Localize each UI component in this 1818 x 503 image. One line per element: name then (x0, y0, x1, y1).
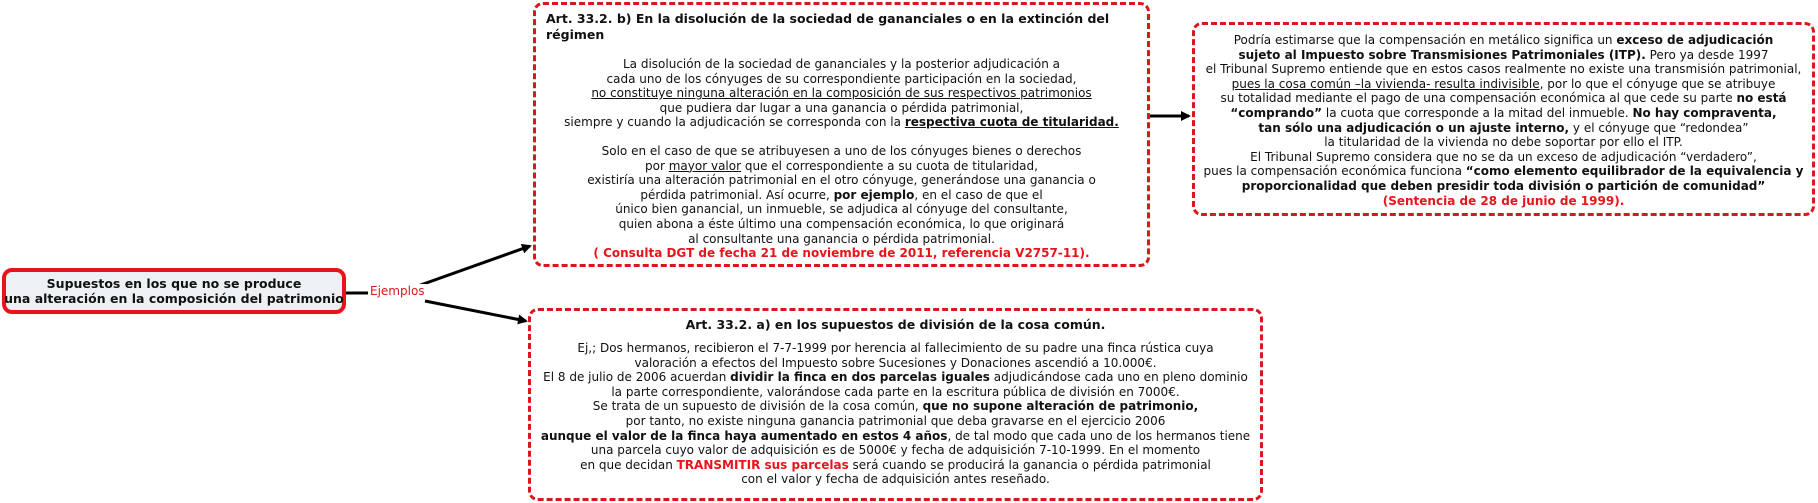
text-line: tan sólo una adjudicación o un ajuste interno, y el cónyuge que “redondea” (1258, 120, 1749, 135)
text-line: la parte correspondiente, valorándose cada parte en la escritura pública de división en 7000€. (611, 384, 1180, 399)
text-line: proporcionalidad que deben presidir toda división o partición de comunidad” (1241, 178, 1766, 193)
text-line: existiría una alteración patrimonial en el otro cónyuge, generándose una ganancia o (587, 173, 1096, 188)
text-line: por mayor valor que el correspondiente a su cuota de titularidad, (645, 158, 1038, 173)
arrow-to-art-33-2-b (415, 246, 530, 287)
text-line: pues la compensación económica funciona “como elemento equilibrador de la equivalencia y (1203, 164, 1804, 179)
text-line: Solo en el caso de que se atribuyesen a uno de los cónyuges bienes o derechos (601, 143, 1082, 158)
root-node (2, 268, 346, 314)
text-line: El Tribunal Supremo considera que no se da un exceso de adjudicación “verdadero”, (1250, 149, 1757, 164)
sentencia-reference: (Sentencia de 28 de junio de 1999). (1382, 193, 1625, 208)
text-line: pérdida patrimonial. Así ocurre, por ejemplo, en el caso de que el (640, 187, 1043, 202)
text-line: quien abona a éste último una compensación económica, lo que originará (618, 216, 1065, 231)
text-line: pues la cosa común –la vivienda- resulta indivisible, por lo que el cónyuge que se atribuye (1231, 76, 1776, 91)
text-line: con el valor y fecha de adquisición antes reseñado. (741, 472, 1050, 487)
art-33-2-b-title: Art. 33.2. b) En la disolución de la sociedad de gananciales o en la extinción del régimen (546, 11, 1110, 42)
root-line-1: Supuestos en los que no se produce (46, 276, 302, 291)
text-line: único bien ganancial, un inmueble, se adjudica al cónyuge del consultante, (615, 202, 1068, 217)
text-line: la titularidad de la vivienda no debe soportar por ello el ITP. (1324, 135, 1683, 150)
root-line-2: una alteración en la composición del patrimonio (4, 291, 344, 306)
text-line: al consultante una ganancia o pérdida patrimonial. (688, 231, 995, 246)
text-line: Podría estimarse que la compensación en metálico significa un exceso de adjudicación (1233, 33, 1774, 47)
text-line: La disolución de la sociedad de gananciales y la posterior adjudicación a (622, 57, 1060, 71)
connector-label: Ejemplos (370, 284, 425, 298)
text-line: que pudiera dar lugar a una ganancia o pérdida patrimonial, (659, 100, 1024, 115)
itp-note-node (1192, 22, 1815, 216)
text-line: sujeto al Impuesto sobre Transmisiones Patrimoniales (ITP). Pero ya desde 1997 (1238, 47, 1769, 62)
arrow-to-art-33-2-a (425, 301, 526, 321)
text-line: valoración a efectos del Impuesto sobre Sucesiones y Donaciones ascendió a 10.000€. (634, 355, 1157, 370)
text-line: una parcela cuyo valor de adquisición es de 5000€ y fecha de adquisición 7-10-1999. En el momento (590, 443, 1201, 458)
dgt-reference: ( Consulta DGT de fecha 21 de noviembre de 2011, referencia V2757-11). (593, 246, 1090, 261)
art-33-2-a-node (528, 308, 1263, 501)
text-line: aunque el valor de la finca haya aumentado en estos 4 años, de tal modo que cada uno de los hermanos tiene (540, 428, 1251, 443)
text-line: El 8 de julio de 2006 acuerdan dividir la finca en dos parcelas iguales adjudicándose cada uno en pleno dominio (543, 370, 1248, 385)
text-line: por tanto, no existe ninguna ganancia patrimonial que deba gravarse en el ejercicio 2006 (625, 413, 1166, 428)
text-line: Se trata de un supuesto de división de la cosa común, que no supone alteración de patrimonio, (592, 399, 1199, 414)
text-line: no constituye ninguna alteración en la composición de sus respectivos patrimonios (591, 86, 1092, 101)
text-line: en que decidan TRANSMITIR sus parcelas será cuando se producirá la ganancia o pérdida patrimonial (580, 457, 1211, 472)
text-line: el Tribunal Supremo entiende que en estos casos realmente no existe una transmisión patrimonial, (1205, 62, 1802, 77)
art-33-2-b-node (533, 2, 1150, 267)
text-line: cada uno de los cónyuges de su correspondiente participación en la sociedad, (606, 71, 1077, 86)
text-line: su totalidad mediante el pago de una compensación económica al que cede su parte no está (1220, 91, 1787, 106)
text-line: “comprando” la cuota que corresponde a la mitad del inmueble. No hay compraventa, (1230, 105, 1777, 120)
art-33-2-a-title: Art. 33.2. a) en los supuestos de división de la cosa común. (685, 317, 1106, 332)
text-line: siempre y cuando la adjudicación se corresponda con la respectiva cuota de titularidad. (564, 115, 1119, 130)
text-line: Ej,; Dos hermanos, recibieron el 7-7-1999 por herencia al fallecimiento de su padre una finca rústica cuya (577, 341, 1214, 355)
